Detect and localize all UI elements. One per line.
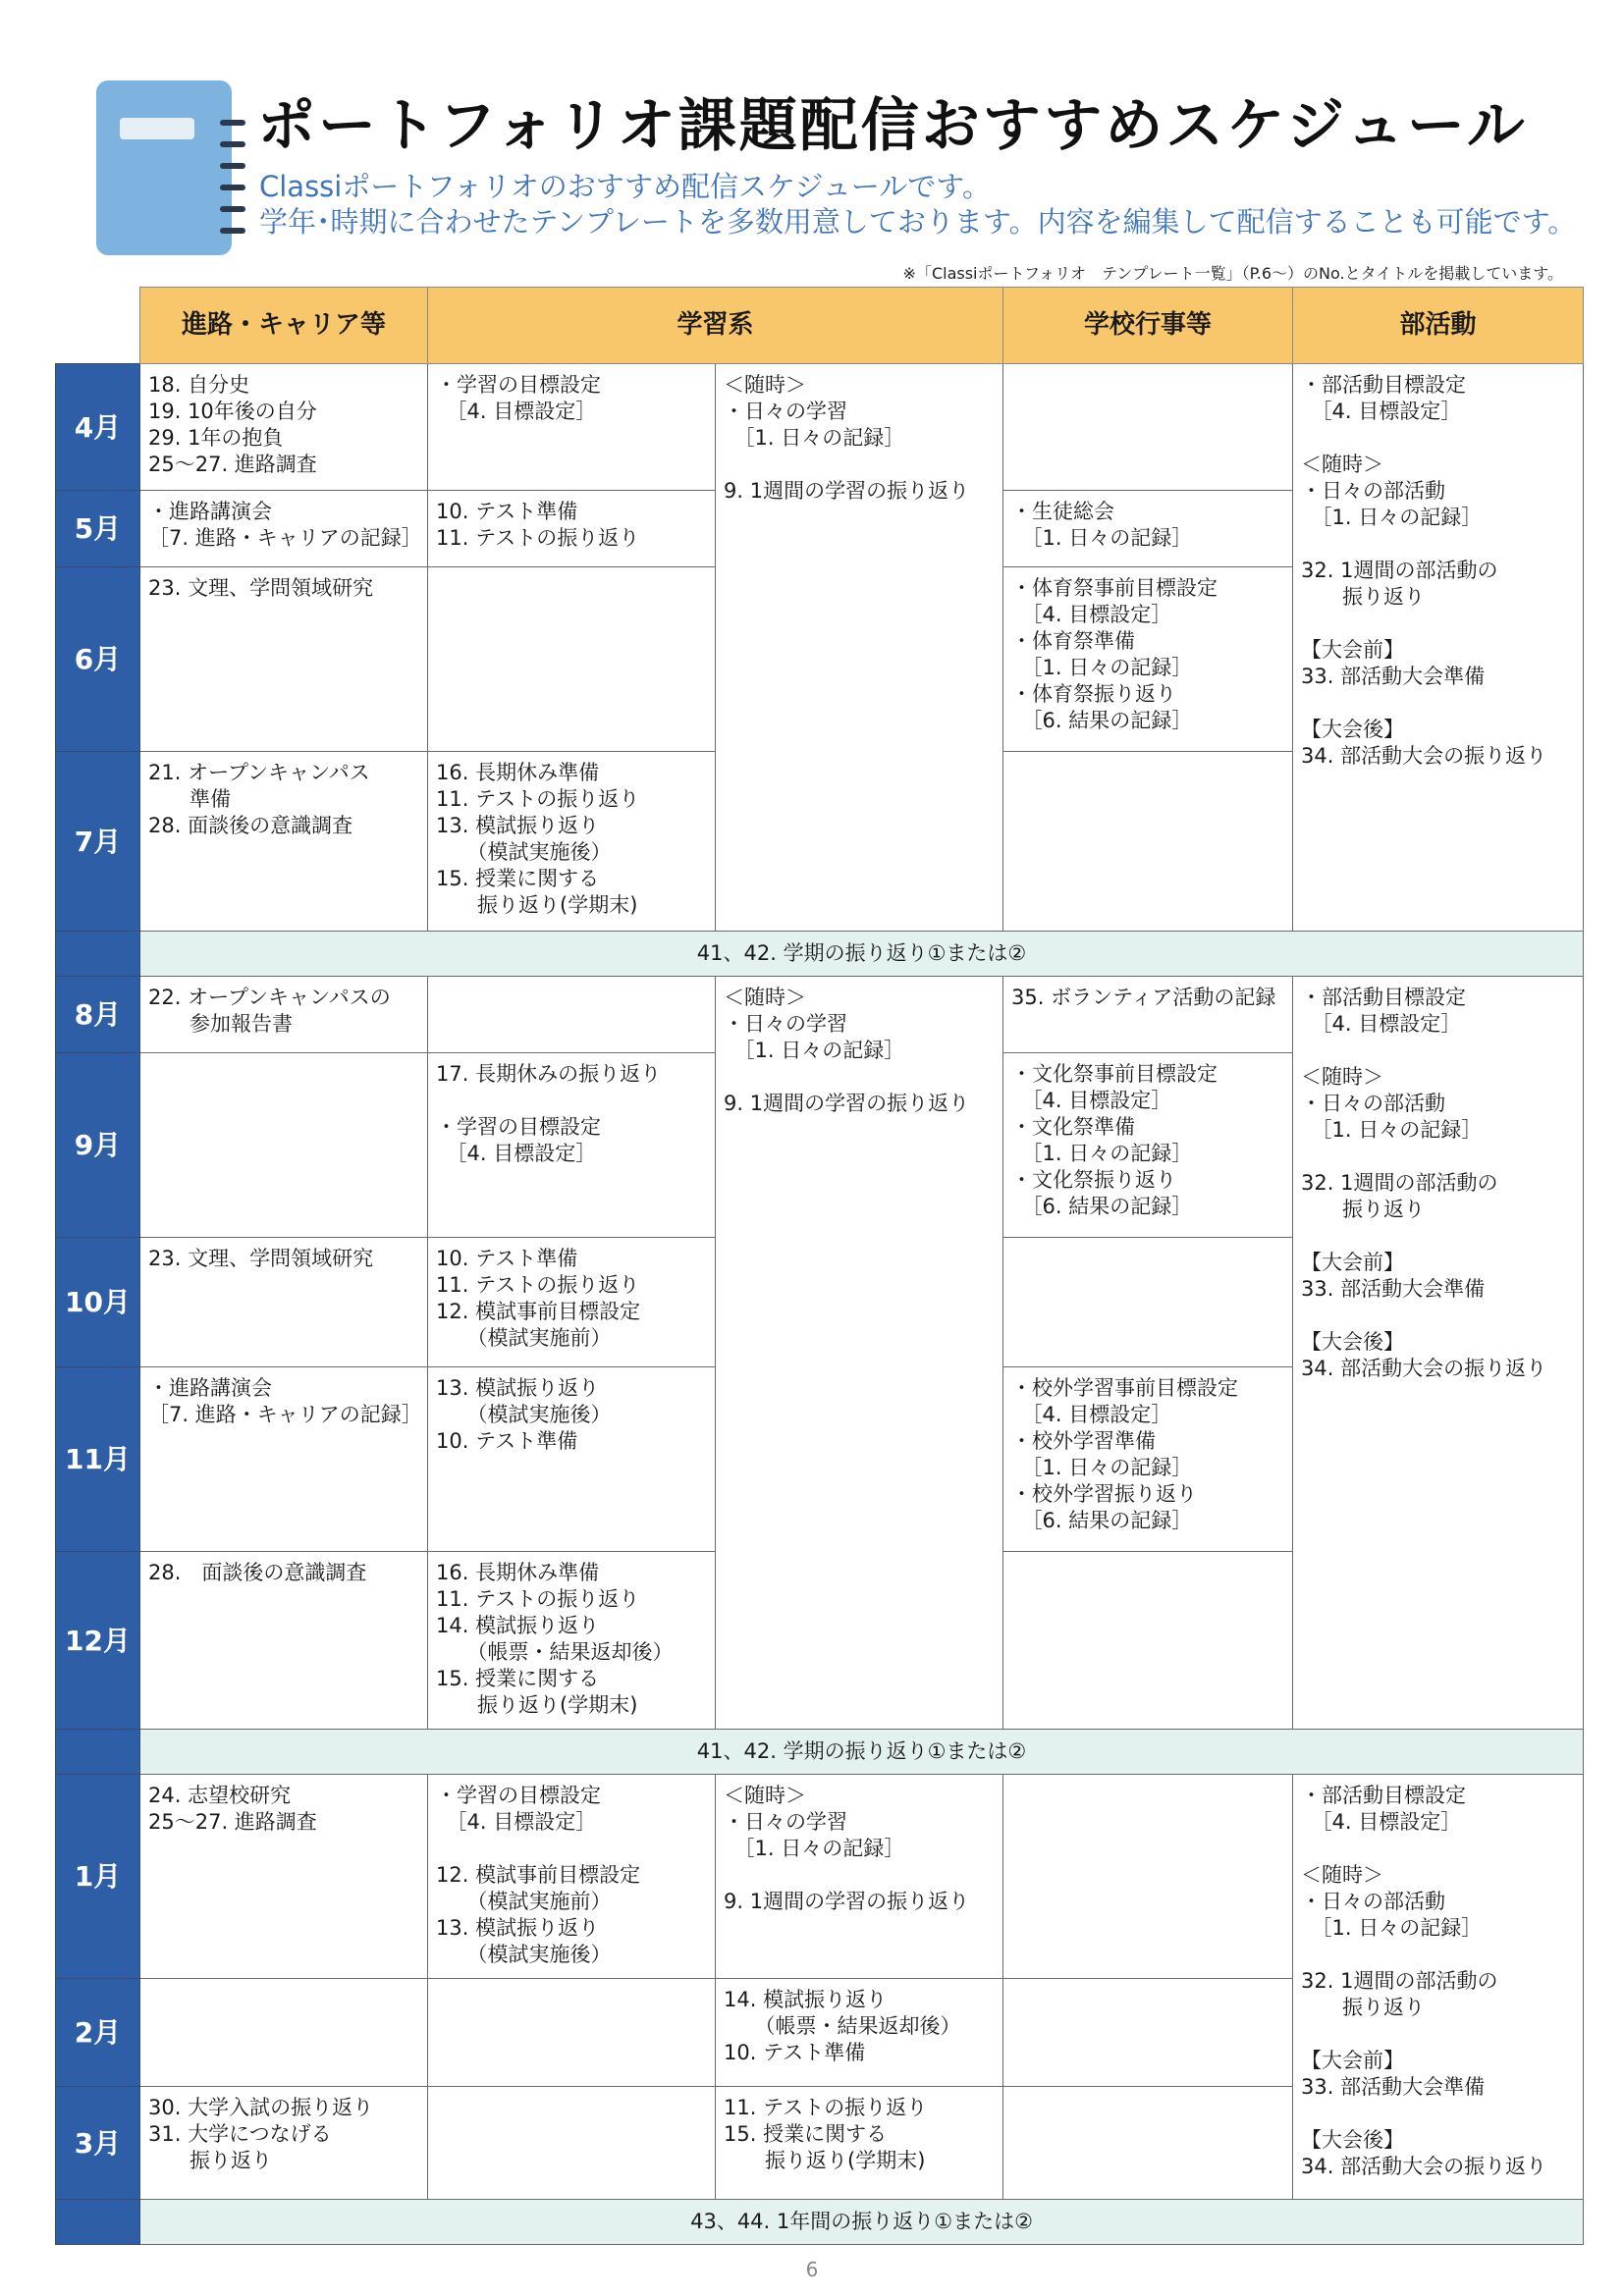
header-study: 学習系 xyxy=(428,288,1003,364)
month-label: 1月 xyxy=(56,1775,140,1979)
subtitle-line-2: 学年･時期に合わせたテンプレートを多数用意しております。内容を編集して配信することも可能です。 xyxy=(259,205,1577,239)
month-label: 7月 xyxy=(56,752,140,932)
schedule-cell xyxy=(428,2087,716,2200)
month-label: 2月 xyxy=(56,1979,140,2087)
header-club: 部活動 xyxy=(1293,288,1584,364)
schedule-cell: 13. 模試振り返り （模試実施後） 10. テスト準備 xyxy=(428,1367,716,1552)
month-column-spacer xyxy=(56,1730,140,1775)
month-label: 3月 xyxy=(56,2087,140,2200)
reference-note: ※「Classiポートフォリオ テンプレート一覧」（P.6～）のNo.とタイトルを掲載しています。 xyxy=(902,264,1563,283)
month-label: 12月 xyxy=(56,1552,140,1730)
schedule-cell xyxy=(140,1979,428,2087)
schedule-cell xyxy=(1003,2087,1293,2200)
subtitle-line-1: Classiポートフォリオのおすすめ配信スケジュールです。 xyxy=(259,170,991,203)
schedule-table xyxy=(55,287,1584,2245)
schedule-cell: ・文化祭事前目標設定 ［4. 目標設定］ ・文化祭準備 ［1. 日々の記録］ ・文化祭振り返り ［6. 結果の記録］ xyxy=(1003,1053,1293,1238)
schedule-cell: ＜随時＞ ・日々の学習 ［1. 日々の記録］ 9. 1週間の学習の振り返り xyxy=(716,364,1003,932)
month-label: 9月 xyxy=(56,1053,140,1238)
schedule-cell: 23. 文理、学問領域研究 xyxy=(140,567,428,752)
schedule-cell: 14. 模試振り返り （帳票・結果返却後） 10. テスト準備 xyxy=(716,1979,1003,2087)
schedule-cell xyxy=(1003,1238,1293,1367)
schedule-cell xyxy=(1003,364,1293,491)
schedule-cell xyxy=(1003,752,1293,932)
schedule-cell: 23. 文理、学問領域研究 xyxy=(140,1238,428,1367)
month-label: 10月 xyxy=(56,1238,140,1367)
schedule-cell: 28. 面談後の意識調査 xyxy=(140,1552,428,1730)
page-number: 6 xyxy=(805,2258,819,2281)
schedule-cell: 22. オープンキャンパスの 参加報告書 xyxy=(140,977,428,1053)
notebook-icon xyxy=(96,80,232,255)
schedule-cell: 16. 長期休み準備 11. テストの振り返り 13. 模試振り返り （模試実施後） 15. 授業に関する 振り返り(学期末) xyxy=(428,752,716,932)
month-label: 5月 xyxy=(56,491,140,567)
schedule-cell xyxy=(428,567,716,752)
header-career: 進路・キャリア等 xyxy=(140,288,428,364)
term-review-band: 41、42. 学期の振り返り①または② xyxy=(140,932,1584,977)
schedule-cell: 10. テスト準備 11. テストの振り返り 12. 模試事前目標設定 （模試実施前） xyxy=(428,1238,716,1367)
schedule-cell xyxy=(1003,1979,1293,2087)
month-label: 11月 xyxy=(56,1367,140,1552)
header-events: 学校行事等 xyxy=(1003,288,1293,364)
schedule-cell xyxy=(140,1053,428,1238)
page-title: ポートフォリオ課題配信おすすめスケジュール xyxy=(257,91,1528,159)
term-review-band: 41、42. 学期の振り返り①または② xyxy=(140,1730,1584,1775)
schedule-cell: ・校外学習事前目標設定 ［4. 目標設定］ ・校外学習準備 ［1. 日々の記録］ ・校外学習振り返り ［6. 結果の記録］ xyxy=(1003,1367,1293,1552)
schedule-cell: ・部活動目標設定 ［4. 目標設定］ ＜随時＞ ・日々の部活動 ［1. 日々の記録］ 32. 1週間の部活動の 振り返り 【大会前】 33. 部活動大会準備 【大会後】 34. 部活動大会の振り返り xyxy=(1293,1775,1584,2200)
header-corner xyxy=(56,288,140,364)
schedule-cell: 35. ボランティア活動の記録 xyxy=(1003,977,1293,1053)
schedule-cell: 24. 志望校研究 25～27. 進路調査 xyxy=(140,1775,428,1979)
schedule-cell xyxy=(428,1979,716,2087)
schedule-cell xyxy=(428,977,716,1053)
schedule-cell: 18. 自分史 19. 10年後の自分 29. 1年の抱負 25～27. 進路調査 xyxy=(140,364,428,491)
schedule-cell xyxy=(1003,1775,1293,1979)
schedule-cell: 17. 長期休みの振り返り ・学習の目標設定 ［4. 目標設定］ xyxy=(428,1053,716,1238)
month-column-spacer xyxy=(56,2200,140,2245)
schedule-cell: ・進路講演会 ［7. 進路・キャリアの記録］ xyxy=(140,491,428,567)
schedule-cell: ・生徒総会 ［1. 日々の記録］ xyxy=(1003,491,1293,567)
schedule-cell: 10. テスト準備 11. テストの振り返り xyxy=(428,491,716,567)
schedule-cell: 30. 大学入試の振り返り 31. 大学につなげる 振り返り xyxy=(140,2087,428,2200)
schedule-cell: 21. オープンキャンパス 準備 28. 面談後の意識調査 xyxy=(140,752,428,932)
schedule-cell: 11. テストの振り返り 15. 授業に関する 振り返り(学期末) xyxy=(716,2087,1003,2200)
schedule-cell: ・進路講演会 ［7. 進路・キャリアの記録］ xyxy=(140,1367,428,1552)
schedule-cell: ・部活動目標設定 ［4. 目標設定］ ＜随時＞ ・日々の部活動 ［1. 日々の記録］ 32. 1週間の部活動の 振り返り 【大会前】 33. 部活動大会準備 【大会後】 34. 部活動大会の振り返り xyxy=(1293,364,1584,932)
schedule-cell: ・部活動目標設定 ［4. 目標設定］ ＜随時＞ ・日々の部活動 ［1. 日々の記録］ 32. 1週間の部活動の 振り返り 【大会前】 33. 部活動大会準備 【大会後】 34. 部活動大会の振り返り xyxy=(1293,977,1584,1730)
schedule-cell: ・学習の目標設定 ［4. 目標設定］ xyxy=(428,364,716,491)
month-label: 4月 xyxy=(56,364,140,491)
year-review-band: 43、44. 1年間の振り返り①または② xyxy=(140,2200,1584,2245)
month-label: 8月 xyxy=(56,977,140,1053)
schedule-cell: ・体育祭事前目標設定 ［4. 目標設定］ ・体育祭準備 ［1. 日々の記録］ ・体育祭振り返り ［6. 結果の記録］ xyxy=(1003,567,1293,752)
schedule-cell: ＜随時＞ ・日々の学習 ［1. 日々の記録］ 9. 1週間の学習の振り返り xyxy=(716,977,1003,1730)
schedule-cell: 16. 長期休み準備 11. テストの振り返り 14. 模試振り返り （帳票・結果返却後） 15. 授業に関する 振り返り(学期末) xyxy=(428,1552,716,1730)
month-column-spacer xyxy=(56,932,140,977)
schedule-cell xyxy=(1003,1552,1293,1730)
schedule-cell: ・学習の目標設定 ［4. 目標設定］ 12. 模試事前目標設定 （模試実施前） 13. 模試振り返り （模試実施後） xyxy=(428,1775,716,1979)
schedule-cell: ＜随時＞ ・日々の学習 ［1. 日々の記録］ 9. 1週間の学習の振り返り xyxy=(716,1775,1003,1979)
month-label: 6月 xyxy=(56,567,140,752)
